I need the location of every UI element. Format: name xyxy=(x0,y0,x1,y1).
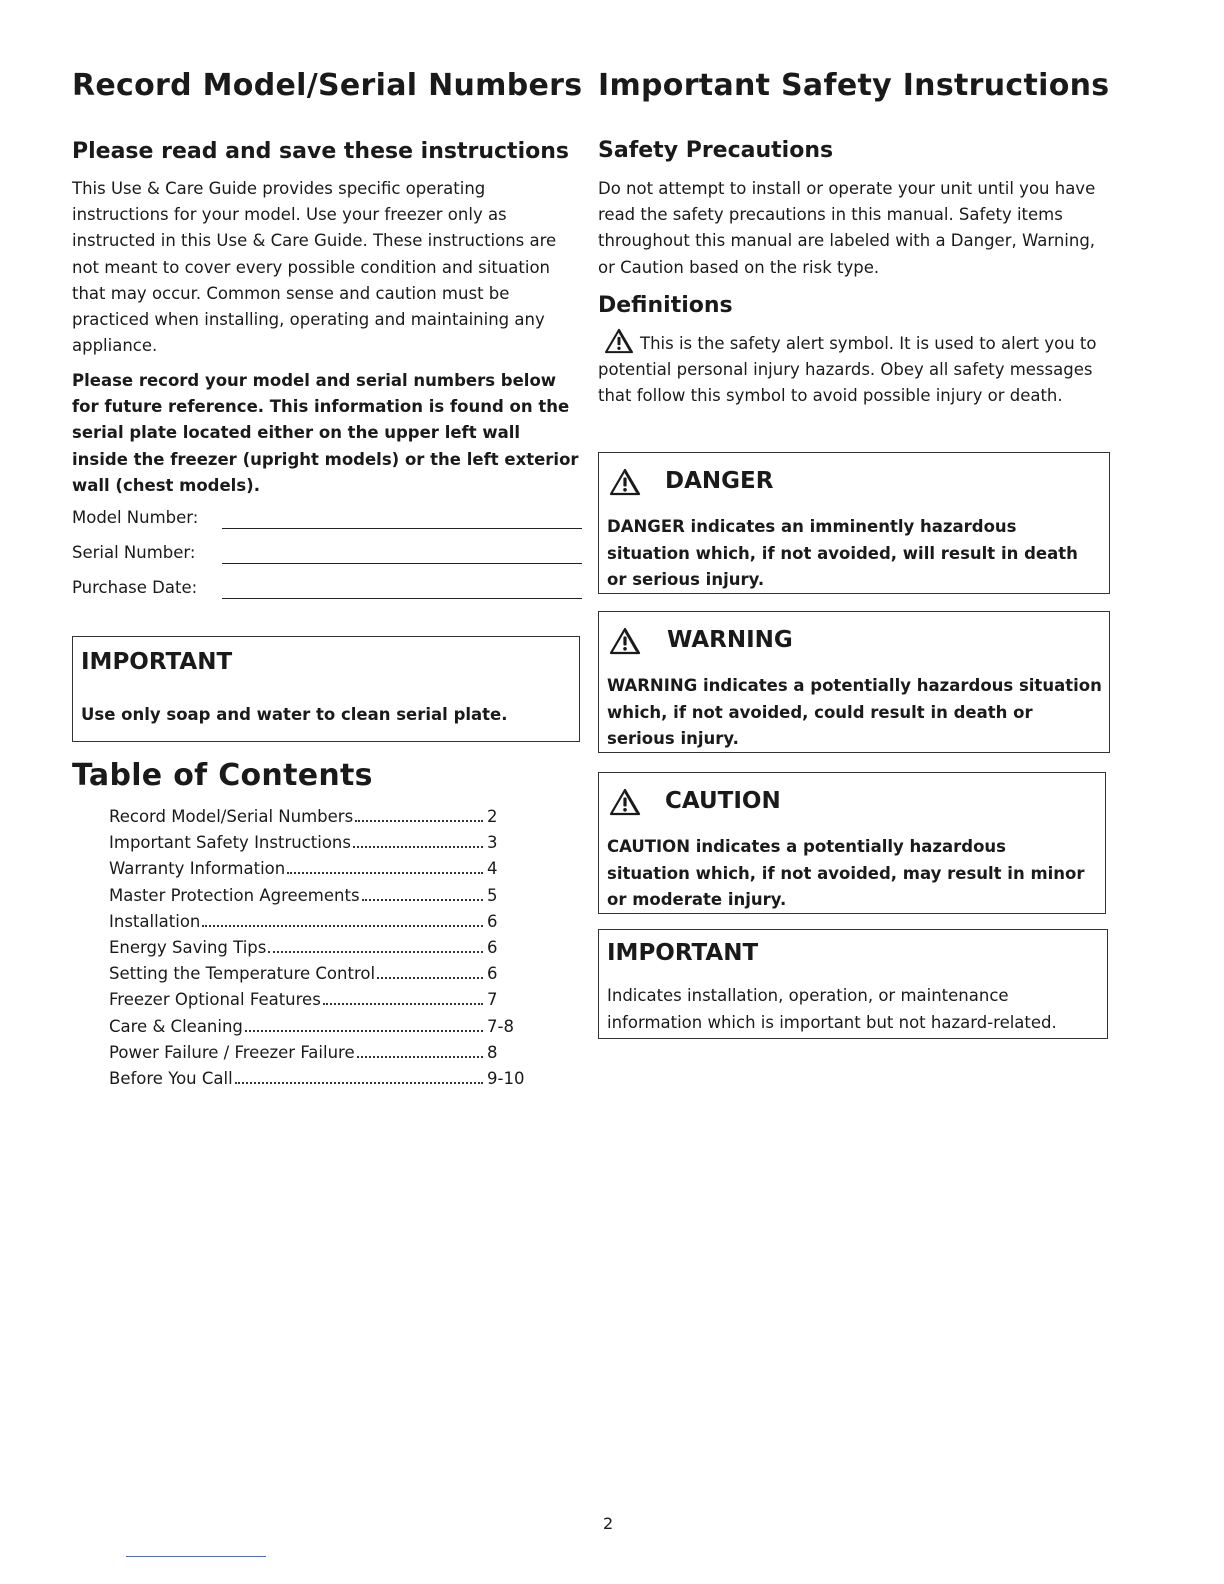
warning-alert-icon xyxy=(609,627,641,655)
toc-leader-dots xyxy=(323,1003,483,1005)
toc-leader-dots xyxy=(287,872,483,874)
toc-entry-page: 7-8 xyxy=(487,1016,514,1036)
toc-entry xyxy=(109,912,527,938)
toc-entry-page: 6 xyxy=(487,964,498,984)
toc-entry xyxy=(109,859,527,885)
toc-entry-title: Installation xyxy=(109,911,201,931)
toc-leader-dots xyxy=(235,1082,483,1084)
toc-entry-page: 3 xyxy=(487,833,498,853)
toc-entry-page: 6 xyxy=(487,937,498,957)
toc-leader-dots xyxy=(357,1056,483,1058)
serial-number-label: Serial Number: xyxy=(72,543,196,562)
toc-entry xyxy=(109,1017,527,1043)
precautions-heading: Safety Precautions xyxy=(598,138,834,163)
toc-entry xyxy=(109,807,527,833)
important-box xyxy=(598,929,1108,1039)
toc-entry xyxy=(109,990,527,1016)
toc-list xyxy=(109,807,527,1095)
model-number-field[interactable] xyxy=(72,508,582,534)
toc-entry-page: 7 xyxy=(487,990,498,1010)
important-text: Indicates installation, operation, or maintenance information which is important but not hazard-related. xyxy=(607,986,1057,1032)
warning-title: WARNING xyxy=(667,627,793,653)
important-serial-title: IMPORTANT xyxy=(81,649,233,675)
record-subtitle: Please read and save these instructions xyxy=(72,139,569,164)
warning-box xyxy=(598,611,1110,753)
toc-leader-dots xyxy=(202,925,483,927)
toc-entry-page: 8 xyxy=(487,1042,498,1062)
toc-entry-title: Power Failure / Freezer Failure xyxy=(109,1042,355,1062)
footer-rule xyxy=(126,1556,266,1557)
toc-entry-title: Freezer Optional Features xyxy=(109,990,321,1010)
purchase-date-label: Purchase Date: xyxy=(72,578,198,597)
intro-paragraph: This Use & Care Guide provides specific operating instructions for your model. Use your freezer only as instructed in this Use & Care Guide. These instructions are not meant to cover every possible condition and situation that may occur. Common sense and caution must be practiced when installing, operating and maintaining any appliance. xyxy=(72,179,557,356)
toc-entry xyxy=(109,833,527,859)
serial-number-line[interactable] xyxy=(222,563,582,564)
caution-box xyxy=(598,772,1106,914)
serial-number-field[interactable] xyxy=(72,543,582,569)
purchase-date-line[interactable] xyxy=(222,598,582,599)
toc-entry xyxy=(109,1069,527,1095)
definitions-heading: Definitions xyxy=(598,293,733,318)
caution-text: CAUTION indicates a potentially hazardous situation which, if not avoided, may result in minor or moderate injury. xyxy=(607,837,1085,909)
toc-entry-page: 5 xyxy=(487,885,498,905)
danger-box xyxy=(598,452,1110,594)
model-number-line[interactable] xyxy=(222,528,582,529)
toc-entry xyxy=(109,938,527,964)
toc-leader-dots xyxy=(245,1030,483,1032)
warning-text: WARNING indicates a potentially hazardous situation which, if not avoided, could result in death or serious injury. xyxy=(607,676,1102,748)
purchase-date-field[interactable] xyxy=(72,578,582,604)
toc-leader-dots xyxy=(362,899,483,901)
toc-entry-title: Warranty Information xyxy=(109,859,286,879)
toc-entry xyxy=(109,1043,527,1069)
toc-entry-title: Energy Saving Tips xyxy=(109,937,267,957)
toc-entry-page: 9-10 xyxy=(487,1068,525,1088)
toc-entry-page: 6 xyxy=(487,911,498,931)
toc-leader-dots xyxy=(377,977,483,979)
toc-entry-title: Important Safety Instructions xyxy=(109,833,351,853)
danger-text: DANGER indicates an imminently hazardous situation which, if not avoided, will result in death or serious injury. xyxy=(607,517,1078,589)
toc-entry-title: Record Model/Serial Numbers xyxy=(109,807,354,826)
important-title: IMPORTANT xyxy=(607,940,759,966)
record-title: Record Model/Serial Numbers xyxy=(72,68,583,103)
toc-leader-dots xyxy=(268,951,483,953)
toc-entry-title: Before You Call xyxy=(109,1068,233,1088)
toc-title: Table of Contents xyxy=(72,758,373,793)
toc-entry-page: 2 xyxy=(487,807,498,826)
toc-entry-title: Care & Cleaning xyxy=(109,1016,243,1036)
caution-alert-icon xyxy=(609,788,641,816)
toc-entry xyxy=(109,964,527,990)
definitions-text: This is the safety alert symbol. It is used to alert you to potential personal injury hazards. Obey all safety messages that follow this symbol to avoid possible injury or death. xyxy=(598,334,1097,406)
toc-leader-dots xyxy=(353,846,483,848)
precautions-text: Do not attempt to install or operate your unit until you have read the safety precautions in this manual. Safety items throughout this manual are labeled with a Danger, Warning, or Caution based on the risk type. xyxy=(598,179,1096,277)
toc-entry xyxy=(109,886,527,912)
toc-leader-dots xyxy=(355,820,483,822)
danger-alert-icon xyxy=(609,468,641,496)
safety-title: Important Safety Instructions xyxy=(598,68,1110,103)
toc-entry-title: Setting the Temperature Control xyxy=(109,964,376,984)
model-number-label: Model Number: xyxy=(72,508,199,527)
record-note: Please record your model and serial numbers below for future reference. This information is found on the serial plate located either on the upper left wall inside the freezer (upright models) or the left exterior wall (chest models). xyxy=(72,371,579,495)
danger-title: DANGER xyxy=(665,468,774,494)
caution-title: CAUTION xyxy=(665,788,781,814)
toc-entry-page: 4 xyxy=(487,859,498,879)
important-serial-box xyxy=(72,636,580,742)
important-serial-text: Use only soap and water to clean serial plate. xyxy=(81,705,508,724)
page-number: 2 xyxy=(603,1514,614,1533)
toc-entry-title: Master Protection Agreements xyxy=(109,885,360,905)
